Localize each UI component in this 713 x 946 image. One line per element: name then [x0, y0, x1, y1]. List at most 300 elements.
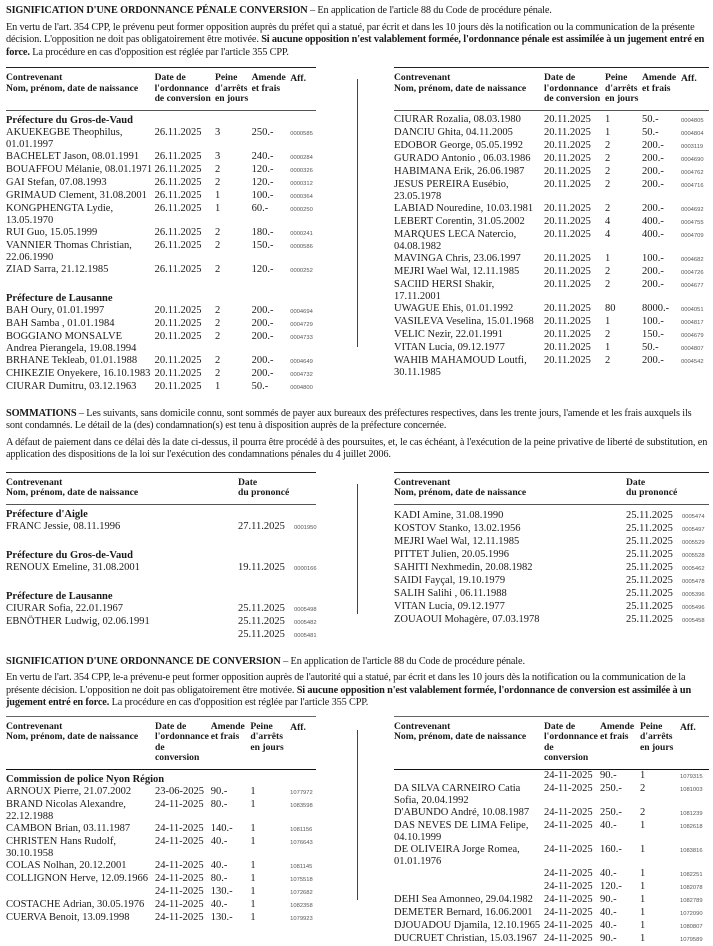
cell-date: 24-11-2025	[155, 898, 204, 910]
cell-date: 24-11-2025	[544, 906, 593, 918]
table-row	[6, 629, 316, 642]
cell-date: 20.11.2025	[154, 354, 202, 366]
table-row	[394, 783, 709, 807]
table-row	[6, 264, 316, 277]
cell-peine: 1	[250, 911, 256, 923]
cell-peine: 2	[605, 202, 611, 214]
table-row	[6, 331, 316, 355]
cell-peine: 1	[214, 202, 221, 214]
cell-aff: 0004807	[681, 345, 704, 352]
cell-aff: 0004804	[681, 130, 704, 137]
table-row	[6, 381, 316, 394]
cell-date: 24-11-2025	[155, 872, 204, 884]
cell-name: DE OLIVEIRA Jorge Romea, 01.01.1976	[394, 843, 520, 867]
cell-peine: 2	[605, 152, 611, 164]
cell-aff: 0003119	[681, 143, 704, 150]
cell-name	[6, 629, 238, 642]
cell-peine: 2	[605, 278, 611, 290]
table-row	[394, 907, 709, 920]
cell-amende: 120.-	[251, 263, 274, 275]
cell-name: ZOUAOUI Mohagère, 07.03.1978	[394, 613, 540, 625]
table-row	[394, 881, 709, 894]
cell-date: 20.11.2025	[544, 228, 591, 240]
section2-table-right	[394, 472, 709, 642]
cell-name: RENOUX Emeline, 31.08.2001	[6, 561, 140, 573]
header-amende: Amende et frais	[642, 72, 677, 94]
header-aff: Aff.	[290, 73, 306, 84]
table-row	[394, 614, 709, 627]
table-row	[394, 588, 709, 601]
table-header	[394, 473, 709, 504]
cell-date: 25.11.2025	[238, 628, 285, 640]
cell-amende: 150.-	[251, 239, 274, 251]
cell-name: DEMETER Bernard, 16.06.2001	[394, 906, 533, 918]
cell-amende: 120.-	[251, 163, 274, 175]
cell-name: SAIDI Fayçal, 19.10.1979	[394, 574, 506, 586]
cell-amende: 400.-	[642, 215, 664, 227]
cell-date: 24-11-2025	[544, 806, 593, 818]
cell-peine: 2	[605, 165, 611, 177]
cell-name: DJOUADOU Djamila, 12.10.1965	[394, 919, 541, 931]
cell-peine: 1	[640, 867, 646, 879]
table-row	[6, 368, 316, 381]
table-row	[6, 886, 316, 899]
cell-peine: 1	[640, 906, 646, 918]
cell-peine: 2	[214, 317, 221, 329]
cell-peine: 3	[214, 126, 221, 138]
header-nom: Nom, prénom, date de naissance	[6, 731, 139, 742]
cell-amende: 200.-	[251, 304, 274, 316]
section1-table-left	[6, 67, 316, 394]
cell-aff: 0004755	[681, 219, 704, 226]
cell-name: CIURAR Dumitru, 03.12.1963	[6, 380, 137, 392]
section1-tables	[6, 67, 709, 394]
cell-date: 23-06-2025	[155, 785, 205, 797]
header-aff: Aff.	[681, 73, 697, 84]
cell-name: DUCRUET Christian, 15.03.1967	[394, 932, 538, 944]
table-row	[6, 836, 316, 860]
cell-name: ZIAD Sarra, 21.12.1985	[6, 263, 109, 275]
cell-date: 24-11-2025	[155, 859, 204, 871]
cell-aff: 0004805	[681, 117, 704, 124]
cell-date: 20.11.2025	[544, 252, 591, 264]
header-contrevenant: Contrevenant	[6, 720, 63, 732]
row-spacer	[6, 534, 316, 546]
cell-amende: 90.-	[600, 893, 617, 905]
cell-date: 24-11-2025	[544, 880, 593, 892]
cell-date: 20.11.2025	[154, 330, 202, 342]
cell-peine: 2	[214, 176, 221, 188]
table-row	[394, 770, 709, 783]
column-divider	[357, 730, 358, 900]
header-amende: Amende et frais	[251, 72, 286, 94]
table-row	[394, 575, 709, 588]
cell-amende: 200.-	[251, 317, 274, 329]
cell-aff: 1079589	[680, 936, 703, 943]
cell-aff: 0004762	[681, 169, 704, 176]
cell-date: 20.11.2025	[544, 126, 591, 138]
cell-aff: 0005458	[682, 617, 705, 624]
rows	[394, 114, 709, 379]
cell-name: CIURAR Sofia, 22.01.1967	[6, 602, 123, 614]
table-row	[394, 166, 709, 179]
cell-name: COLAS Nolhan, 20.12.2001	[6, 859, 127, 871]
cell-peine: 4	[605, 215, 611, 227]
cell-name: DAS NEVES DE LIMA Felipe, 04.10.1999	[394, 819, 529, 843]
cell-aff: 1076643	[290, 839, 313, 846]
section2-intro	[6, 408, 709, 433]
cell-aff: 1082618	[680, 823, 703, 830]
cell-name	[394, 868, 544, 881]
cell-amende: 160.-	[600, 843, 622, 855]
cell-amende: 200.-	[251, 354, 274, 366]
header-nom: Nom, prénom, date de naissance	[6, 82, 139, 94]
cell-name: KOSTOV Stanko, 13.02.1956	[394, 522, 521, 534]
cell-aff: 0000284	[290, 154, 313, 161]
cell-name: BAH Oury, 01.01.1997	[6, 304, 105, 316]
table-row	[394, 342, 709, 355]
table-row	[6, 873, 316, 886]
cell-date: 20.11.2025	[544, 215, 591, 227]
table-row	[6, 521, 316, 534]
cell-date: 24-11-2025	[155, 798, 204, 810]
header-peine: Peine d'arrêts en jours	[640, 720, 674, 753]
table-row	[394, 253, 709, 266]
cell-peine: 1	[640, 769, 646, 781]
cell-peine: 1	[640, 843, 646, 855]
cell-peine: 2	[605, 139, 611, 151]
cell-aff: 0005474	[682, 513, 705, 520]
cell-amende: 250.-	[600, 782, 622, 794]
cell-name: BOGGIANO MONSALVE Andrea Pierangela, 19.08.1994	[6, 330, 137, 354]
header-date: Date de l'ordonnance de conversion	[154, 72, 211, 104]
table-row	[394, 510, 709, 523]
cell-peine: 2	[605, 265, 611, 277]
cell-amende: 40.-	[210, 835, 228, 847]
table-row	[6, 305, 316, 318]
header-peine: Peine d'arrêts en jours	[605, 72, 639, 104]
cell-date: 26.11.2025	[154, 163, 202, 175]
header-amende: Amende et frais	[210, 720, 245, 742]
cell-aff: 0000312	[290, 180, 313, 187]
cell-peine: 1	[250, 785, 256, 797]
cell-date: 20.11.2025	[154, 380, 202, 392]
header-date: Date	[626, 476, 646, 488]
cell-aff: 0000252	[290, 267, 313, 274]
cell-aff: 0005462	[682, 565, 705, 572]
group-heading: Préfecture du Gros-de-Vaud	[6, 114, 133, 126]
cell-amende: 50.-	[642, 113, 659, 125]
cell-name: MAVINGA Chris, 23.06.1997	[394, 252, 521, 264]
section3-table-left	[6, 716, 316, 946]
cell-date: 27.11.2025	[238, 520, 285, 532]
cell-date: 20.11.2025	[544, 354, 591, 366]
cell-date: 25.11.2025	[626, 548, 673, 560]
cell-amende: 60.-	[251, 202, 269, 214]
cell-aff: 0001950	[294, 524, 317, 531]
cell-name: BOUAFFOU Mélanie, 08.01.1971	[6, 163, 153, 175]
table-row	[394, 549, 709, 562]
cell-aff: 0004682	[681, 256, 704, 263]
cell-aff: 1079923	[290, 915, 313, 922]
cell-peine: 1	[605, 341, 611, 353]
table-row	[394, 844, 709, 868]
cell-date: 26.11.2025	[154, 263, 202, 275]
cell-amende: 200.-	[642, 354, 664, 366]
cell-date: 20.11.2025	[544, 165, 591, 177]
cell-aff: 1082078	[680, 884, 703, 891]
cell-peine: 2	[214, 226, 221, 238]
section2-title: SOMMATIONS	[6, 407, 77, 419]
table-row	[394, 355, 709, 379]
cell-aff: 0000250	[290, 206, 313, 213]
cell-date: 25.11.2025	[626, 600, 673, 612]
cell-peine: 2	[214, 263, 221, 275]
group-heading: Préfecture de Lausanne	[6, 292, 113, 304]
table-row	[6, 127, 316, 151]
section1-intro-bold: Si aucune opposition n'est valablement formée, l'ordonnance pénale est assimilée à un jugement entré en force.	[6, 34, 705, 58]
cell-amende: 200.-	[642, 265, 664, 277]
table-row	[394, 329, 709, 342]
cell-date: 24-11-2025	[544, 819, 593, 831]
section1-table-right	[394, 67, 709, 394]
table-row	[6, 912, 316, 925]
cell-amende: 90.-	[600, 769, 617, 781]
cell-amende: 50.-	[642, 341, 659, 353]
cell-name: CIURAR Rozalia, 08.03.1980	[394, 113, 521, 125]
cell-aff: 1083598	[290, 802, 313, 809]
cell-date: 24-11-2025	[155, 822, 204, 834]
cell-name: FRANC Jessie, 08.11.1996	[6, 520, 121, 532]
cell-date: 25.11.2025	[626, 522, 673, 534]
cell-aff: 0004732	[290, 371, 313, 378]
cell-date: 24-11-2025	[544, 782, 593, 794]
table-row	[6, 177, 316, 190]
cell-date: 20.11.2025	[154, 317, 202, 329]
cell-name	[6, 886, 155, 899]
cell-amende: 200.-	[642, 139, 664, 151]
cell-name: SACIID HERSI Shakir, 17.11.2001	[394, 278, 495, 302]
cell-peine: 2	[214, 304, 221, 316]
cell-peine: 4	[605, 228, 611, 240]
cell-amende: 240.-	[251, 150, 274, 162]
table-row	[6, 799, 316, 823]
table-row	[394, 179, 709, 203]
cell-name: BACHELET Jason, 08.01.1991	[6, 150, 140, 162]
section3-intro-text: En vertu de l'art. 354 CPP, le-a prévenu-e peut former opposition auprès de l'autorité qui a statué, par écrit et dans les 10 jours dès la notification ou la communication de la présente décision. L'opposition ne doit pas obligatoirement être motivée.	[6, 672, 686, 696]
cell-aff: 0005482	[294, 619, 317, 626]
table-row	[6, 151, 316, 164]
cell-name: VELIC Nezir, 22.01.1991	[394, 328, 503, 340]
section2-intro2: A défaut de paiement dans ce délai dès la date ci-dessus, il pourra être procédé à des poursuites, et, le cas échéant, à l'exécution de la peine privative de liberté de substitution, en application des dispositions de la loi sur l'exécution des condamnations pénales du 4 juillet 2006.	[6, 436, 708, 460]
cell-name: CAMBON Brian, 03.11.1987	[6, 822, 131, 834]
cell-date: 24-11-2025	[544, 919, 593, 931]
table-row	[6, 318, 316, 331]
cell-amende: 140.-	[210, 822, 233, 834]
header-aff: Aff.	[290, 721, 306, 733]
table-row	[6, 562, 316, 575]
table-row	[6, 860, 316, 873]
cell-date: 20.11.2025	[544, 178, 591, 190]
rows	[6, 505, 316, 642]
cell-peine: 1	[250, 859, 256, 871]
group-heading: Préfecture d'Aigle	[6, 508, 88, 520]
table-header	[6, 717, 316, 769]
cell-date: 24-11-2025	[544, 843, 593, 855]
cell-amende: 90.-	[600, 932, 617, 944]
cell-amende: 50.-	[251, 380, 269, 392]
cell-aff: 0004716	[681, 182, 704, 189]
cell-amende: 200.-	[251, 367, 274, 379]
table-row	[6, 616, 316, 629]
cell-name: WAHIB MAHAMOUD Loutfi, 30.11.1985	[394, 354, 527, 378]
cell-aff: 0005498	[294, 606, 317, 613]
cell-peine: 2	[214, 330, 221, 342]
cell-date: 26.11.2025	[154, 126, 202, 138]
cell-aff: 0004692	[681, 206, 704, 213]
table-row	[394, 127, 709, 140]
cell-aff: 1081145	[290, 863, 313, 870]
table-row	[6, 603, 316, 616]
header-date: Date de l'ordonnance de conversion	[155, 720, 209, 763]
table-header	[394, 68, 709, 110]
cell-peine: 2	[214, 354, 221, 366]
cell-name: SAHITI Nexhmedin, 20.08.1982	[394, 561, 533, 573]
cell-amende: 200.-	[642, 178, 664, 190]
cell-date: 20.11.2025	[544, 152, 591, 164]
cell-name: MEJRI Wael Wal, 12.11.1985	[394, 535, 520, 547]
section3-intro	[6, 672, 709, 710]
cell-name: BRHANE Tekleab, 01.01.1988	[6, 354, 138, 366]
cell-peine: 1	[214, 380, 221, 392]
cell-aff: 0004677	[681, 282, 704, 289]
cell-amende: 90.-	[210, 785, 228, 797]
table-row	[394, 536, 709, 549]
table-row	[394, 216, 709, 229]
header-nom: Nom, prénom, date de naissance	[394, 82, 527, 94]
table-row	[394, 140, 709, 153]
header-peine: Peine d'arrêts en jours	[214, 72, 249, 104]
cell-date: 26.11.2025	[154, 202, 202, 214]
cell-name: BAH Samba , 01.01.1984	[6, 317, 115, 329]
section2-table-left	[6, 472, 316, 642]
group-heading: Commission de police Nyon Région	[6, 773, 165, 785]
cell-date: 24-11-2025	[544, 932, 593, 944]
cell-aff: 1081156	[290, 826, 313, 833]
cell-amende: 250.-	[251, 126, 274, 138]
cell-name: GRIMAUD Clement, 31.08.2001	[6, 189, 147, 201]
cell-amende: 100.-	[642, 315, 664, 327]
cell-amende: 200.-	[642, 278, 664, 290]
cell-peine: 2	[214, 239, 221, 251]
cell-peine: 1	[605, 126, 611, 138]
cell-name: RUI Guo, 15.05.1999	[6, 226, 98, 238]
section3-title-suffix: – En application de l'article 88 du Code de procédure pénale.	[280, 655, 525, 667]
cell-peine: 1	[640, 880, 646, 892]
cell-aff: 1077972	[290, 789, 313, 796]
cell-peine: 1	[605, 252, 611, 264]
cell-aff: 0000326	[290, 167, 313, 174]
row-spacer	[6, 575, 316, 587]
header-date: Date	[238, 476, 258, 488]
cell-aff: 1080807	[680, 923, 703, 930]
section3-title: SIGNIFICATION D'UNE ORDONNANCE DE CONVERSION	[6, 655, 281, 667]
cell-aff: 0004733	[290, 334, 313, 341]
cell-date: 25.11.2025	[626, 613, 673, 625]
cell-amende: 250.-	[600, 806, 622, 818]
cell-amende: 40.-	[210, 898, 228, 910]
cell-aff: 0005497	[682, 526, 705, 533]
table-header	[394, 717, 709, 769]
cell-name: EBNÖTHER Ludwig, 02.06.1991	[6, 615, 150, 627]
cell-aff: 1072682	[290, 889, 313, 896]
cell-amende: 150.-	[642, 328, 664, 340]
table-row	[6, 355, 316, 368]
section3-heading	[6, 656, 709, 669]
cell-date: 24-11-2025	[155, 885, 204, 897]
cell-date: 20.11.2025	[544, 265, 591, 277]
cell-aff: 1081239	[680, 810, 703, 817]
cell-amende: 200.-	[251, 330, 274, 342]
table-row	[6, 786, 316, 799]
section1-title-suffix: – En application de l'article 88 du Code de procédure pénale.	[307, 5, 552, 16]
cell-date: 20.11.2025	[544, 341, 591, 353]
cell-peine: 2	[640, 806, 646, 818]
cell-aff: 1082251	[680, 871, 703, 878]
cell-aff: 1083816	[680, 847, 703, 854]
cell-name: UWAGUE Ehis, 01.01.1992	[394, 302, 514, 314]
cell-peine: 1	[640, 893, 646, 905]
cell-name: GURADO Antonio , 06.03.1986	[394, 152, 531, 164]
section1-title: SIGNIFICATION D'UNE ORDONNANCE PÉNALE CONVERSION	[6, 5, 308, 16]
cell-aff: 0005528	[682, 552, 705, 559]
cell-date: 25.11.2025	[238, 602, 285, 614]
cell-name: VITAN Lucia, 09.12.1977	[394, 600, 505, 612]
header-nom: Nom, prénom, date de naissance	[6, 487, 139, 498]
cell-peine: 1	[605, 113, 611, 125]
table-header	[6, 68, 316, 110]
table-row	[6, 164, 316, 177]
rows	[6, 111, 316, 394]
cell-aff: 0000241	[290, 230, 313, 237]
cell-amende: 8000.-	[642, 302, 670, 314]
header-contrevenant: Contrevenant	[6, 72, 63, 83]
rows	[394, 770, 709, 946]
cell-peine: 1	[250, 822, 256, 834]
header-peine: Peine d'arrêts en jours	[250, 720, 284, 753]
cell-name: VITAN Lucia, 09.12.1977	[394, 341, 505, 353]
cell-name: LEBERT Corentin, 31.05.2002	[394, 215, 525, 227]
cell-date: 20.11.2025	[544, 113, 591, 125]
rows	[394, 510, 709, 627]
section3-table-right	[394, 716, 709, 946]
cell-aff: 0004542	[681, 358, 704, 365]
cell-aff: 0004649	[290, 358, 313, 365]
header-contrevenant: Contrevenant	[6, 476, 63, 488]
cell-aff: 0004709	[681, 232, 704, 239]
cell-name: COLLIGNON Herve, 12.09.1966	[6, 872, 149, 884]
cell-peine: 1	[640, 819, 646, 831]
cell-date: 26.11.2025	[154, 226, 202, 238]
cell-aff: 0004729	[290, 321, 313, 328]
cell-aff: 0005529	[682, 539, 705, 546]
cell-name: SALIH Salihi , 06.11.1988	[394, 587, 507, 599]
table-row	[394, 868, 709, 881]
cell-aff: 0004051	[681, 306, 704, 313]
section1-intro-end: La procédure en cas d'opposition est réglée par l'article 355 CPP.	[29, 46, 289, 58]
table-row	[6, 203, 316, 227]
header-amende: Amende et frais	[600, 720, 635, 742]
